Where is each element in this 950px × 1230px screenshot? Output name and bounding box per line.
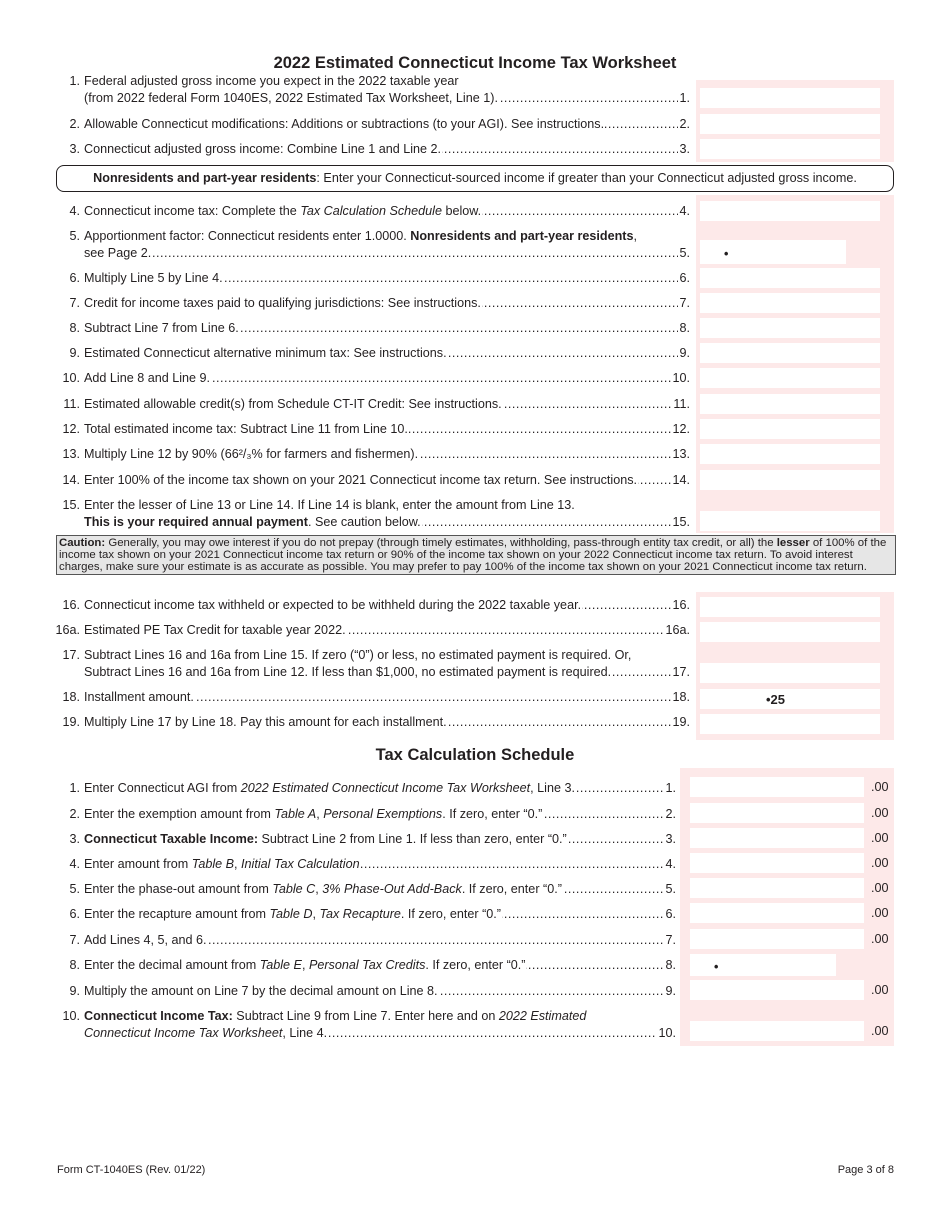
line-text: Estimated PE Tax Credit for taxable year 2022. [84,623,346,637]
line-text: Multiply Line 12 by 90% (66²/₃% for farmers and fishermen). [84,447,419,461]
line-number: 12. [62,422,80,436]
line-number: 1. [69,74,80,88]
line-ref: 4. [665,857,676,871]
line-text: , Line 3. [530,781,575,795]
line-ref: 2. [665,807,676,821]
line12-amount-field[interactable] [700,419,880,439]
line-text: Credit for income taxes paid to qualifying jurisdictions: See instructions. [84,296,481,310]
line-ref: 8. [665,958,676,972]
line-text-italic: Table C [272,882,316,896]
sched-line10-cents: .00 [871,1024,889,1038]
line9-amount-field[interactable] [700,343,880,363]
line-number: 2. [69,117,80,131]
schedule-title: Tax Calculation Schedule [375,746,575,764]
line-number: 17. [62,648,80,662]
line-text: Subtract Lines 16 and 16a from Line 12. If less than $1,000, no estimated payment is required. [84,664,612,679]
line3-amount-field[interactable] [700,139,880,159]
line-text-italic: Table B [191,857,235,871]
line18-amount-field[interactable] [700,689,880,709]
line-number: 5. [69,229,80,243]
sched-line8-decimal-point: • [714,960,719,974]
line-ref: 8. [679,321,690,335]
line-ref: 15. [672,514,690,529]
line-number: 4. [69,857,80,871]
line-text-italic: Table D [269,907,313,921]
line-text: Subtract Line 9 from Line 7. Enter here and on [232,1009,499,1023]
line8-amount-field[interactable] [700,318,880,338]
sched-line5-cents: .00 [871,881,889,895]
note-text: : Enter your Connecticut-sourced income if greater than your Connecticut adjusted gross income. [316,171,857,185]
note-bold: Nonresidents and part-year residents [93,171,317,185]
worksheet-title: 2022 Estimated Connecticut Income Tax Worksheet [273,54,677,72]
line-text: Enter Connecticut AGI from [84,781,241,795]
line-ref: 14. [672,473,690,487]
line-ref: 1. [679,90,690,105]
line-number: 7. [69,296,80,310]
line19-amount-field[interactable] [700,714,880,734]
worksheet-line-17 [50,647,690,680]
line-text: Federal adjusted gross income you expect in the 2022 taxable year [84,74,459,88]
line-text: , [633,229,637,243]
line-number: 13. [62,447,80,461]
line-ref: 10. [672,371,690,385]
line17-amount-field[interactable] [700,663,880,683]
line-text: Connecticut income tax withheld or expected to be withheld during the 2022 taxable year. [84,598,582,612]
sched-line1-cents: .00 [871,780,889,794]
sched-line10-field[interactable] [690,1021,864,1041]
line-text: Total estimated income tax: Subtract Line 11 from Line 10. [84,422,408,436]
line-text: Enter the phase-out amount from [84,882,273,896]
line-number: 15. [62,498,80,512]
line-ref: 11. [673,397,690,411]
line-text: , [234,857,242,871]
line7-amount-field[interactable] [700,293,880,313]
line-number: 7. [69,933,80,947]
sched-line7-field[interactable] [690,929,864,949]
line-text-italic: Personal Exemptions [323,807,443,821]
line18-installment-value: •25 [766,692,786,707]
caution-text: of 100% of the income tax shown on your 2021 Connecticut income tax return or 90% of the income tax shown on your 2022 Connecticut income tax return. To avoid interest charges, make sure your estimate is as accurate as possible. You may prefer to pay 100% of the income tax shown on your 2021 Connecticut income tax return. [59,537,887,573]
sched-line3-field[interactable] [690,828,864,848]
line-text: , [301,958,309,972]
line-text-bold: Connecticut Taxable Income: [84,832,259,846]
line-ref: 17. [672,664,690,679]
sched-line4-cents: .00 [871,856,889,870]
line15-amount-field[interactable] [700,511,880,531]
line-text-italic: Connecticut Income Tax Worksheet [84,1025,283,1040]
line-ref: 3. [679,142,690,156]
caution-label: Caution: [59,537,106,549]
line1-amount-field[interactable] [700,88,880,108]
sched-line6-cents: .00 [871,906,889,920]
line-text: Estimated allowable credit(s) from Schedule CT-IT Credit: See instructions. [84,397,502,411]
line-number: 6. [69,907,80,921]
line-number: 4. [69,204,80,218]
line-text: Multiply Line 5 by Line 4. [84,271,223,285]
schedule-line-10 [50,1008,676,1041]
sched-line9-field[interactable] [690,980,864,1000]
sched-line8-field[interactable] [690,954,836,976]
line-text: , [312,907,320,921]
sched-line7-cents: .00 [871,932,889,946]
sched-line4-field[interactable] [690,853,864,873]
line-number: 14. [62,473,80,487]
form-id: Form CT-1040ES (Rev. 01/22) [57,1164,206,1176]
line-ref: 9. [679,346,690,360]
line-ref: 4. [679,204,690,218]
line-text: Multiply Line 17 by Line 18. Pay this amount for each installment. [84,715,447,729]
line-ref: 16a. [665,623,690,637]
line-ref: 1. [665,781,676,795]
line-number: 5. [69,882,80,896]
line-text: Installment amount. [84,690,194,704]
line-text: . If zero, enter “0.” [461,882,562,896]
line13-amount-field[interactable] [700,444,880,464]
line-text-italic: Table A [274,807,317,821]
line-text-italic: Tax Recapture [319,907,401,921]
line-text: Connecticut adjusted gross income: Combine Line 1 and Line 2. [84,142,442,156]
line5-factor-field[interactable] [700,240,846,264]
line-text: . See caution below. [307,514,421,529]
line-text: Estimated Connecticut alternative minimum tax: See instructions. [84,346,447,360]
line-number: 10. [62,1009,80,1023]
line-number: 11. [63,397,80,411]
line-number: 19. [62,715,80,729]
line-ref: 10. [658,1025,676,1040]
line6-amount-field[interactable] [700,268,880,288]
line11-amount-field[interactable] [700,394,880,414]
sched-line9-cents: .00 [871,983,889,997]
line-number: 8. [69,958,80,972]
line-text-italic: 3% Phase-Out Add-Back [322,882,462,896]
line-number: 16. [62,598,80,612]
line16a-amount-field[interactable] [700,622,880,642]
line-ref: 3. [665,832,676,846]
line-ref: 5. [679,245,690,260]
line-number: 3. [69,142,80,156]
line-number: 2. [69,807,80,821]
line-number: 18. [62,690,80,704]
nonresident-note [56,165,894,192]
caution-bold: lesser [776,537,810,549]
line-text: below. [441,204,482,218]
line-number: 8. [69,321,80,335]
page-number: Page 3 of 8 [837,1164,894,1176]
line-ref: 13. [672,447,690,461]
sched-line1-field[interactable] [690,777,864,797]
line-text: Subtract Lines 16 and 16a from Line 15. If zero (“0”) or less, no estimated payment is required. Or, [84,648,632,662]
line-text: (from 2022 federal Form 1040ES, 2022 Estimated Tax Worksheet, Line 1). [84,90,498,105]
line-text: Enter the lesser of Line 13 or Line 14. If Line 14 is blank, enter the amount from Line 13. [84,498,575,512]
caution-box [56,535,896,575]
line-text: Enter the recapture amount from [84,907,270,921]
line16-amount-field[interactable] [700,597,880,617]
line-ref: 7. [679,296,690,310]
line-text-italic: Tax Calculation Schedule [300,204,442,218]
sched-line2-field[interactable] [690,803,864,823]
line-text: , [316,807,324,821]
sched-line2-cents: .00 [871,806,889,820]
sched-line5-field[interactable] [690,878,864,898]
line-ref: 2. [679,117,690,131]
line-ref: 6. [679,271,690,285]
line-text: Connecticut income tax: Complete the [84,204,301,218]
worksheet-line-5 [50,228,690,261]
line-text: Add Lines 4, 5, and 6. [84,933,207,947]
line-ref: 16. [672,598,690,612]
line-number: 10. [62,371,80,385]
line-number: 6. [69,271,80,285]
line-text-italic: Personal Tax Credits [308,958,426,972]
line-text: , Line 4. [282,1025,328,1040]
worksheet-line-1 [50,73,690,106]
line-ref: 19. [672,715,690,729]
line-text-bold: This is your required annual payment [84,514,308,529]
line-text-italic: Table E [259,958,302,972]
sched-line3-cents: .00 [871,831,889,845]
line-text: Enter 100% of the income tax shown on your 2021 Connecticut income tax return. See instructions. [84,473,638,487]
line-text: Apportionment factor: Connecticut residents enter 1.0000. [84,229,411,243]
line-text: see Page 2. [84,245,152,260]
sched-line6-field[interactable] [690,903,864,923]
line-text: Enter the decimal amount from [84,958,260,972]
line-text: Allowable Connecticut modifications: Additions or subtractions (to your AGI). See instructions. [84,117,605,131]
line-text: Subtract Line 2 from Line 1. If less than zero, enter “0.” [258,832,567,846]
worksheet-line-15 [50,497,690,530]
line-number: 3. [69,832,80,846]
line-text: Add Line 8 and Line 9. [84,371,211,385]
line-text-italic: Initial Tax Calculation [241,857,360,871]
line5-decimal-point: • [724,247,729,261]
line-number: 9. [69,984,80,998]
line-text: Enter the exemption amount from [84,807,275,821]
line-number: 16a. [55,623,80,637]
line-ref: 9. [665,984,676,998]
line2-amount-field[interactable] [700,114,880,134]
line-text: Subtract Line 7 from Line 6. [84,321,239,335]
line-text-bold: Nonresidents and part-year residents [410,229,634,243]
line-ref: 18. [672,690,690,704]
line4-amount-field[interactable] [700,201,880,221]
line-text: . If zero, enter “0.” [400,907,501,921]
line-text: Multiply the amount on Line 7 by the decimal amount on Line 8. [84,984,438,998]
line-text-italic: 2022 Estimated Connecticut Income Tax Worksheet [240,781,531,795]
line-text: . If zero, enter “0.” [425,958,526,972]
line10-amount-field[interactable] [700,368,880,388]
line-number: 1. [69,781,80,795]
line-text-italic: 2022 Estimated [498,1009,587,1023]
line-text: , [315,882,323,896]
caution-text: Generally, you may owe interest if you do not prepay (through timely estimates, withholding, pass-through entity tax credit, or all) the [105,537,777,549]
line-text-bold: Connecticut Income Tax: [84,1009,233,1023]
line-ref: 5. [665,882,676,896]
line-text: Enter amount from [84,857,192,871]
line-number: 9. [69,346,80,360]
line14-amount-field[interactable] [700,470,880,490]
line-text: . If zero, enter “0.” [442,807,543,821]
line-ref: 7. [665,933,676,947]
line-ref: 6. [665,907,676,921]
line-ref: 12. [672,422,690,436]
